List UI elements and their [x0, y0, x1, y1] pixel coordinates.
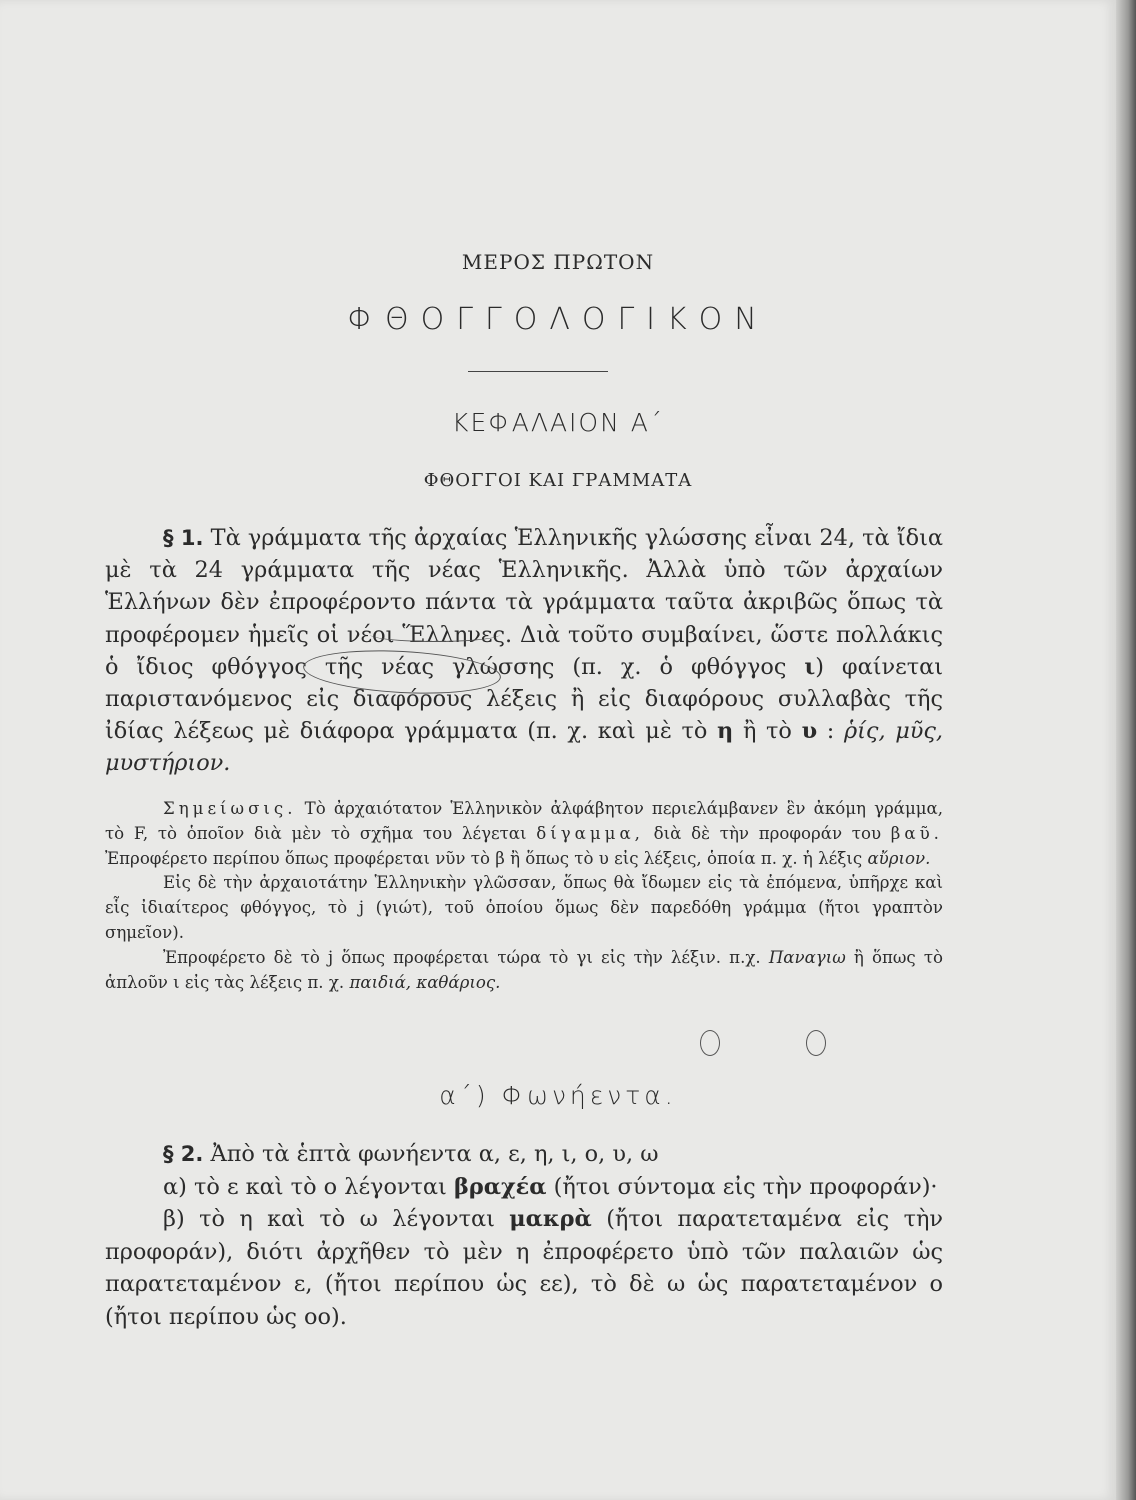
paragraph-text: α) τὸ ε καὶ τὸ ο λέγονται — [163, 1173, 447, 1200]
chapter-subtitle: ΦΘΟΓΓΟΙ ΚΑΙ ΓΡΑΜΜΑΤΑ — [423, 470, 693, 491]
paragraph-text: (ἤτοι παρατεταμένα εἰς τὴν προφοράν), διότι ἀρχῆθεν τὸ μὲν η ἐπροφέρετο ὑπὸ τῶν παλαιῶν ὡς παρατεταμένον ε, (ἤτοι περίπου ὡς εε), τὸ δὲ ω ὡς παρατεταμένον ο (ἤτοι περίπου ὡς οο). — [105, 1206, 943, 1330]
digamma-term: δίγαμμα, — [536, 823, 644, 843]
note-text: ἢ ὅπως τὸ ἁπλοῦν ι εἰς τὰς λέξεις π. χ. — [105, 947, 944, 992]
divider-rule — [468, 371, 608, 372]
section-number: § 1. — [163, 526, 204, 550]
vau-term: βαῦ. — [890, 823, 943, 843]
paragraph-2-b — [105, 1203, 943, 1333]
note-text: Τὸ ἀρχαιότατον Ἑλληνικὸν ἀλφάβητον περιελάμβανεν ἓν ἀκόμη γράμμα, τὸ F, τὸ ὁποῖον διὰ μὲν τὸ σχῆμα του λέγεται — [105, 799, 943, 843]
vowels-heading: α΄) Φωνήεντα. — [439, 1081, 677, 1110]
paragraph-text: ) φαίνεται παριστανόμενος εἰς διαφόρους λέξεις ἢ εἰς διαφόρους συλλαβὰς τῆς ἰδίας λέξεως μὲ διάφορα γράμματα (π. χ. καὶ μὲ τὸ — [105, 653, 943, 745]
note-text: Ἐπροφέρετο δὲ τὸ j ὅπως προφέρεται τώρα τὸ γι εἰς τὴν λέξιν. π.χ. — [163, 947, 761, 967]
note-examples: παιδιά, καθάριος. — [349, 972, 501, 992]
note-paragraph-2: Εἰς δὲ τὴν ἀρχαιοτάτην Ἑλληνικὴν γλῶσσαν, ὅπως θὰ ἴδωμεν εἰς τὰ ἑπόμενα, ὑπῆρχε καὶ εἷς ἰδιαίτερος φθόγγος, τὸ j (γιώτ), τοῦ ὁποίου ὅμως δὲν παρεδόθη γράμμα (ἤτοι γραπτὸν σημεῖον). — [105, 873, 943, 942]
paragraph-2-intro — [105, 1138, 943, 1171]
paragraph-text: ἢ τὸ — [742, 718, 792, 745]
chapter-title: ΚΕΦΑΛΑΙΟΝ Α΄ — [452, 408, 664, 437]
pencil-underline-mark — [370, 627, 500, 642]
page-edge — [1116, 0, 1136, 1500]
note-text: διὰ δὲ τὴν προφοράν του — [653, 823, 882, 843]
short-term: βραχέα — [453, 1173, 547, 1200]
paragraph-text: Ἀπὸ τὰ ἑπτὰ φωνήεντα α, ε, η, ι, ο, υ, ω — [210, 1141, 659, 1167]
note-text: Ἐπροφέρετο περίπου ὅπως προφέρεται νῦν τὸ β ἢ ὅπως τὸ υ εἰς λέξεις, ὁποία π. χ. ἡ λέξις — [105, 848, 863, 868]
part-title: ΜΕΡΟΣ ΠΡΩΤΟΝ — [461, 250, 655, 274]
paragraph-text: : — [826, 718, 835, 745]
paragraph-text: β) τὸ η καὶ τὸ ω λέγονται — [163, 1206, 495, 1232]
paragraph-text: Τὰ γράμματα τῆς ἀρχαίας Ἑλληνικῆς γλώσσης εἶναι 24, τὰ ἴδια μὲ τὰ 24 γράμματα τῆς νέας Ἑλληνικῆς. Ἀλλὰ ὑπὸ τῶν ἀρχαίων Ἑλλήνων δὲν ἐπροφέροντο πάντα τὰ γράμματα ταῦτα ἀκριβῶς ὅπως τὰ προφέρομεν ἡμεῖς οἱ νέοι Ἕλληνες. Διὰ τοῦτο συμβαίνει, ὥστε πολλάκις ὁ ἴδιος φθόγγος τῆς νέας γλώσσης (π. χ. ὁ φθόγγος — [105, 525, 943, 680]
iota-letter: ι — [804, 653, 816, 680]
note-paragraph-1 — [105, 797, 943, 871]
note-label: Σημείωσις. — [163, 799, 297, 818]
pencil-circle-small — [700, 1030, 720, 1056]
paragraph-text: (ἤτοι σύντομα εἰς τὴν προφοράν)· — [553, 1173, 938, 1200]
long-term: μακρὰ — [509, 1206, 592, 1232]
section-number: § 2. — [163, 1142, 204, 1166]
paragraph-1 — [105, 522, 943, 780]
pencil-circle-small — [806, 1030, 826, 1056]
avrion-word: αὔριον. — [867, 848, 931, 868]
eta-letter: η — [717, 718, 734, 745]
upsilon-letter: υ — [801, 718, 818, 745]
section-title: ΦΘΟΓΓΟΛΟΓΙΚΟΝ — [347, 302, 769, 337]
paragraph-2-a — [105, 1171, 943, 1204]
example-words: ῥίς, μῦς, μυστήριον. — [105, 718, 944, 777]
paragraph-2 — [105, 1138, 943, 1333]
note-paragraph-3 — [105, 946, 943, 996]
panagio-word: Παναγιω — [768, 947, 846, 967]
note-block — [105, 797, 943, 995]
